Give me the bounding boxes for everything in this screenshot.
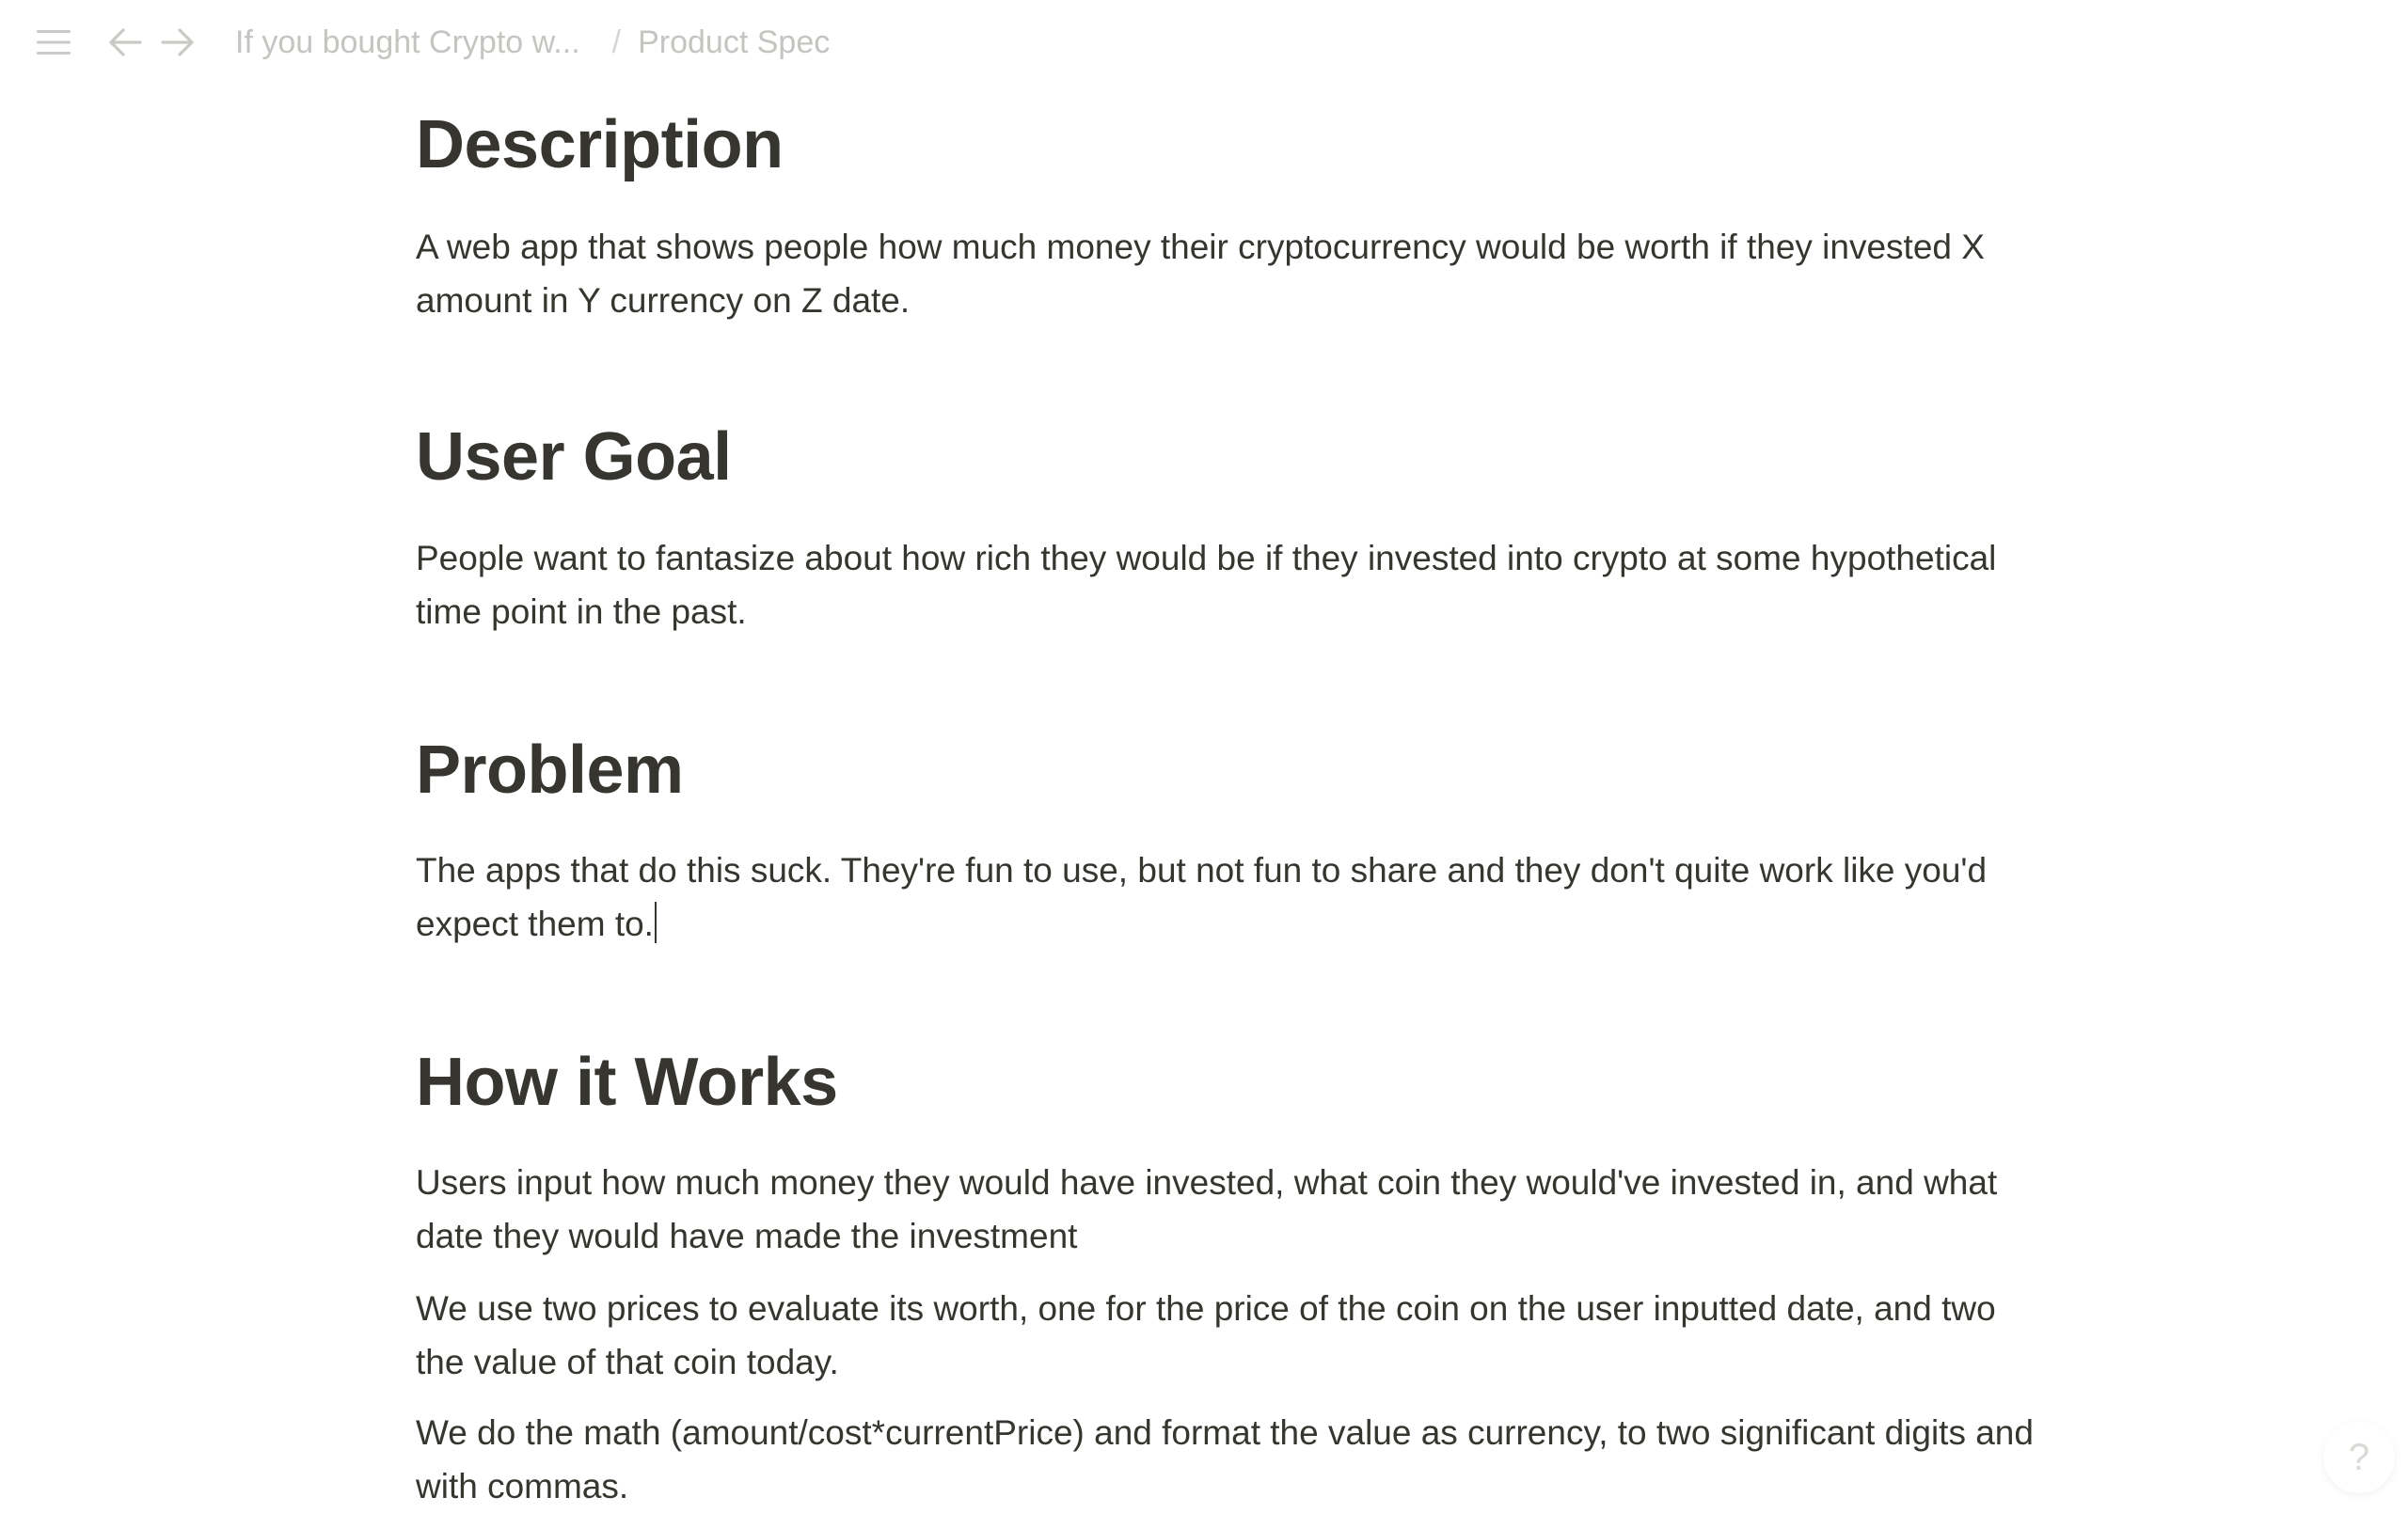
back-button[interactable] bbox=[103, 21, 147, 64]
problem-text-content: The apps that do this suck. They're fun to use, but not fun to share and they don't quite work like you'd expect them to. bbox=[416, 851, 1988, 943]
user-goal-text[interactable]: People want to fantasize about how rich they would be if they invested into crypto at some hypothetical time point in the past. bbox=[416, 539, 1997, 631]
how-it-works-text-3[interactable]: We do the math (amount/cost*currentPrice) and format the value as currency, to two significant digits and with commas. bbox=[416, 1413, 2034, 1505]
how-it-works-text-1[interactable]: Users input how much money they would have invested, what coin they would've invested in, and what date they would have made the investment bbox=[416, 1163, 1998, 1255]
heading-problem[interactable]: Problem bbox=[416, 733, 684, 808]
heading-user-goal[interactable]: User Goal bbox=[416, 419, 732, 495]
page-content bbox=[416, 94, 2034, 1513]
text-cursor bbox=[655, 902, 657, 943]
forward-button[interactable] bbox=[156, 21, 199, 64]
breadcrumb-separator: / bbox=[611, 24, 622, 60]
arrow-right-icon bbox=[159, 25, 197, 59]
breadcrumb bbox=[235, 24, 830, 61]
breadcrumb-current[interactable]: Product Spec bbox=[638, 24, 831, 60]
breadcrumb-parent[interactable]: If you bought Crypto w... bbox=[235, 24, 580, 60]
heading-description[interactable]: Description bbox=[416, 107, 784, 182]
sidebar-toggle-button[interactable] bbox=[32, 21, 75, 64]
arrow-left-icon bbox=[106, 25, 144, 59]
top-bar bbox=[0, 0, 2408, 85]
how-it-works-text-2[interactable]: We use two prices to evaluate its worth, one for the price of the coin on the user inputted date, and two the value of that coin today. bbox=[416, 1289, 1996, 1381]
problem-text[interactable] bbox=[416, 843, 2034, 951]
help-icon: ? bbox=[2348, 1436, 2370, 1478]
menu-icon bbox=[35, 26, 72, 58]
help-button[interactable] bbox=[2323, 1422, 2395, 1493]
heading-how-it-works[interactable]: How it Works bbox=[416, 1045, 838, 1120]
description-text[interactable]: A web app that shows people how much money their cryptocurrency would be worth if they invested X amount in Y currency on Z date. bbox=[416, 228, 1985, 320]
